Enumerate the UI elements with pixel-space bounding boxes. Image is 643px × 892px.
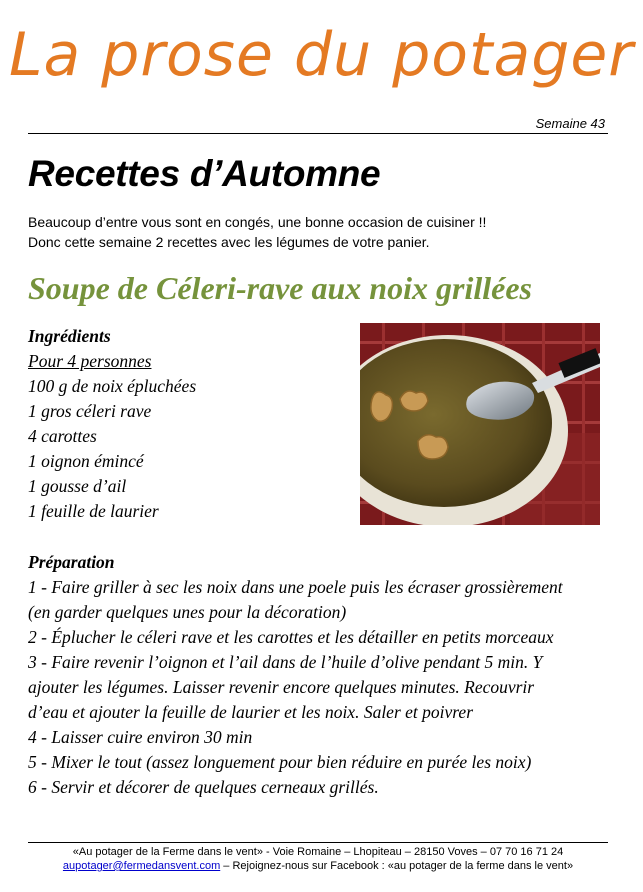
servings-label: Pour 4 personnes	[28, 351, 152, 371]
intro-line: Donc cette semaine 2 recettes avec les légumes de votre panier.	[28, 234, 430, 250]
ingredient-item: 1 feuille de laurier	[28, 501, 159, 521]
ingredients-heading: Ingrédients	[28, 326, 111, 346]
ingredient-item: 1 gros céleri rave	[28, 401, 152, 421]
ingredients-section	[28, 324, 348, 524]
footer-divider	[28, 842, 608, 843]
preparation-heading: Préparation	[28, 552, 115, 572]
preparation-line: 6 - Servir et décorer de quelques cerneaux grillés.	[28, 777, 379, 797]
recipe-title: Soupe de Céleri-rave aux noix grillées	[28, 270, 532, 306]
header-divider	[28, 133, 608, 134]
footer-contact-line	[28, 859, 608, 873]
ingredient-item: 1 oignon émincé	[28, 451, 144, 471]
ingredient-item: 4 carottes	[28, 426, 97, 446]
preparation-line: 1 - Faire griller à sec les noix dans une poele puis les écraser grossièrement	[28, 577, 563, 597]
preparation-line: ajouter les légumes. Laisser revenir encore quelques minutes. Recouvrir	[28, 677, 535, 697]
preparation-section	[28, 550, 618, 800]
soup-photo-illustration	[360, 323, 600, 525]
footer-address: «Au potager de la Ferme dans le vent» - Voie Romaine – Lhopiteau – 28150 Voves – 07 70 16 71 24	[72, 846, 564, 858]
week-label: Semaine 43	[535, 116, 605, 131]
page-title: Recettes d’Automne	[28, 153, 381, 194]
intro-text	[28, 212, 618, 252]
preparation-line: 4 - Laisser cuire environ 30 min	[28, 727, 253, 747]
footer-email-link[interactable]: aupotager@fermedansvent.com	[62, 860, 221, 872]
ingredient-item: 1 gousse d’ail	[28, 476, 127, 496]
footer-facebook-text: – Rejoignez-nous sur Facebook : «au potager de la ferme dans le vent»	[220, 860, 574, 872]
preparation-line: d’eau et ajouter la feuille de laurier et les noix. Saler et poivrer	[28, 702, 474, 722]
masthead-title: La prose du potager	[9, 20, 634, 90]
preparation-line: 5 - Mixer le tout (assez longuement pour bien réduire en purée les noix)	[28, 752, 532, 772]
footer	[28, 845, 608, 873]
ingredient-item: 100 g de noix épluchées	[28, 376, 197, 396]
soup-bowl-photo	[360, 323, 600, 525]
preparation-line: 3 - Faire revenir l’oignon et l’ail dans de l’huile d’olive pendant 5 min. Y	[28, 652, 543, 672]
preparation-line: (en garder quelques unes pour la décoration)	[28, 602, 347, 622]
preparation-line: 2 - Éplucher le céleri rave et les carottes et les détailler en petits morceaux	[28, 627, 554, 647]
intro-line: Beaucoup d’entre vous sont en congés, une bonne occasion de cuisiner !!	[28, 214, 487, 230]
